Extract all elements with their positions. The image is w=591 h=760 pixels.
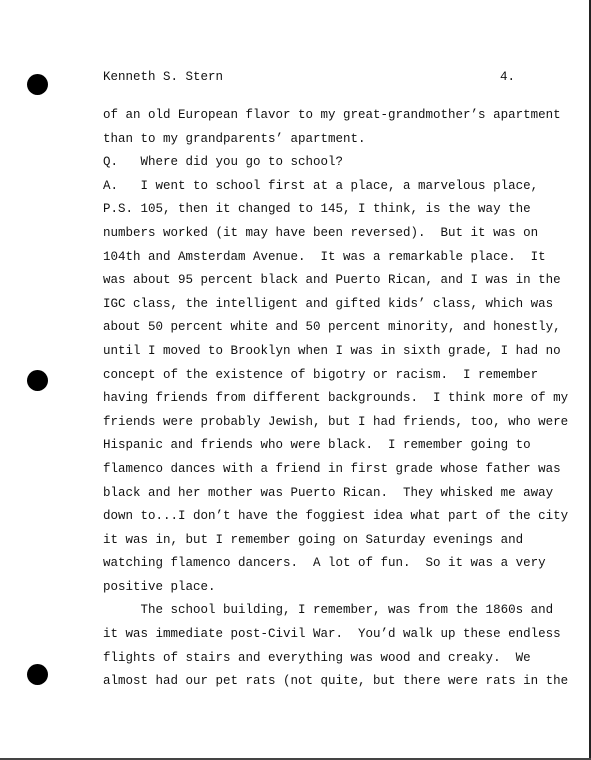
transcript-line: it was in, but I remember going on Saturday evenings and <box>103 532 524 547</box>
transcript-line: P.S. 105, then it changed to 145, I think, is the way the <box>103 202 531 217</box>
transcript-line: 104th and Amsterdam Avenue. It was a remarkable place. It <box>103 249 546 264</box>
binder-hole-middle <box>27 370 48 391</box>
transcript-line: black and her mother was Puerto Rican. They whisked me away <box>103 485 554 500</box>
transcript-line: positive place. <box>103 579 216 594</box>
transcript-line: Q. Where did you go to school? <box>103 155 344 170</box>
transcript-line: concept of the existence of bigotry or racism. I remember <box>103 367 539 382</box>
transcript-line: down to...I don’t have the foggiest idea what part of the city <box>103 509 569 524</box>
binder-hole-bottom <box>27 664 48 685</box>
transcript-line: it was immediate post-Civil War. You’d walk up these endless <box>103 627 561 642</box>
page-header <box>103 70 515 88</box>
transcript-line: flamenco dances with a friend in first grade whose father was <box>103 461 561 476</box>
transcript-line: having friends from different backgrounds. I think more of my <box>103 391 569 406</box>
transcript-line: about 50 percent white and 50 percent minority, and honestly, <box>103 320 561 335</box>
transcript-line: The school building, I remember, was from the 1860s and <box>103 603 554 618</box>
transcript-body <box>103 107 569 697</box>
header-page-number: 4. <box>499 70 515 84</box>
transcript-line: flights of stairs and everything was wood and creaky. We <box>103 650 531 665</box>
transcript-line: almost had our pet rats (not quite, but there were rats in the <box>103 674 569 689</box>
transcript-line: than to my grandparents’ apartment. <box>103 131 366 146</box>
header-interviewee-name: Kenneth S. Stern <box>103 70 224 84</box>
transcript-line: numbers worked (it may have been reversed). But it was on <box>103 225 539 240</box>
transcript-line: of an old European flavor to my great-grandmother’s apartment <box>103 108 561 122</box>
transcript-line: was about 95 percent black and Puerto Rican, and I was in the <box>103 273 561 288</box>
transcript-line: friends were probably Jewish, but I had friends, too, who were <box>103 414 569 429</box>
transcript-line: IGC class, the intelligent and gifted kids’ class, which was <box>103 296 554 311</box>
transcript-line: A. I went to school first at a place, a marvelous place, <box>103 178 539 193</box>
binder-hole-top <box>27 74 48 95</box>
transcript-line: watching flamenco dancers. A lot of fun. So it was a very <box>103 556 546 571</box>
transcript-line: Hispanic and friends who were black. I remember going to <box>103 438 531 453</box>
transcript-line: until I moved to Brooklyn when I was in sixth grade, I had no <box>103 343 561 358</box>
